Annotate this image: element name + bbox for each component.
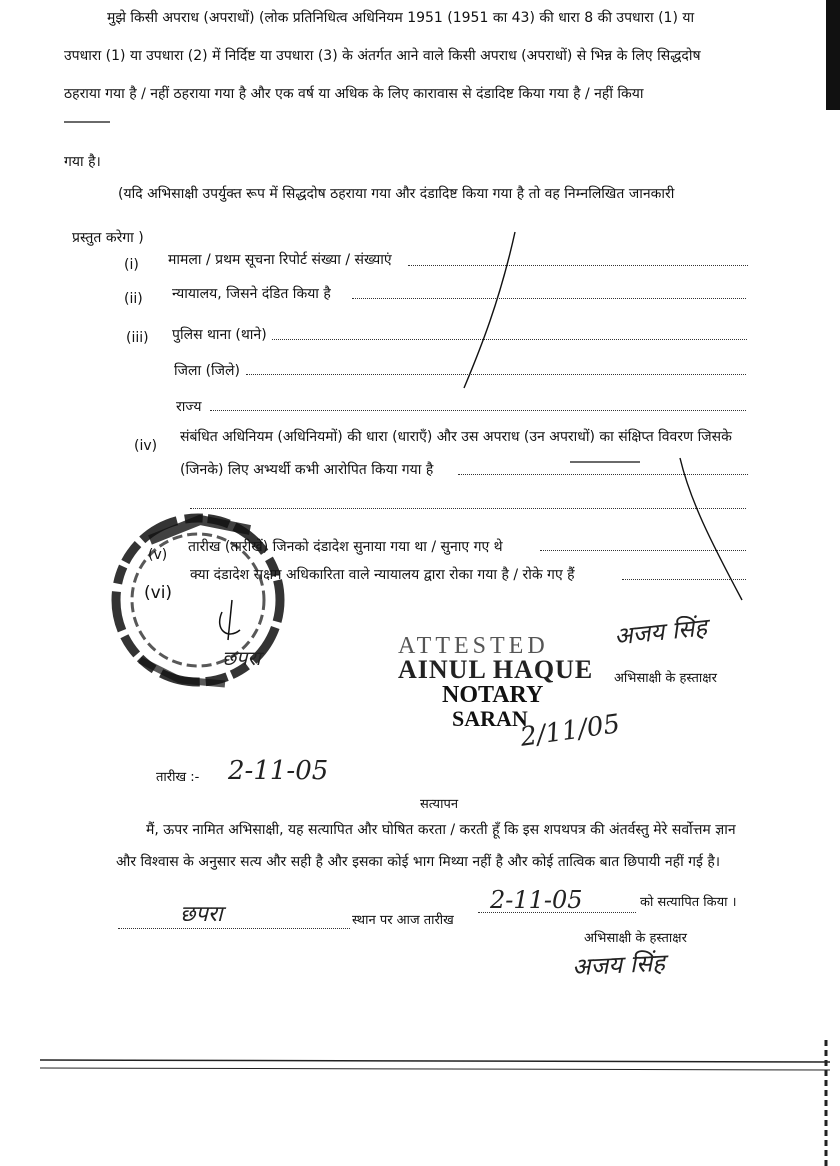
item-i-label: मामला / प्रथम सूचना रिपोर्ट संख्या / संख्याएं — [168, 252, 392, 268]
verification-date-value: 2-11-05 — [490, 886, 583, 914]
stamp-notary: NOTARY — [442, 682, 544, 708]
verification-place-text: स्थान पर आज तारीख — [352, 913, 454, 928]
item-iv-line1: संबंधित अधिनियम (अधिनियमों) की धारा (धाराएँ) और उस अपराध (उन अपराधों) का संक्षिप्त विवरण जिसके — [180, 429, 732, 445]
verification-signature: अजय सिंह — [571, 948, 666, 982]
para1-line1: मुझे किसी अपराध (अपराधों) (लोक प्रतिनिधित्व अधिनियम 1951 (1951 का 43) की धारा 8 की उपधारा (1) या — [107, 10, 695, 26]
state-label: राज्य — [176, 399, 202, 415]
verification-signature-label: अभिसाक्षी के हस्ताक्षर — [584, 931, 687, 946]
item-iii-number: (iii) — [126, 330, 149, 346]
stamp-place: SARAN — [452, 706, 528, 731]
verification-place-fill-line — [118, 928, 350, 929]
item-iii-label: पुलिस थाना (थाने) — [172, 327, 267, 343]
item-iv-number: (iv) — [134, 438, 158, 454]
para2-line2: प्रस्तुत करेगा ) — [72, 230, 144, 246]
district-label: जिला (जिले) — [174, 363, 241, 379]
deponent-signature: अजय सिंह — [612, 613, 709, 651]
para1-line2: उपधारा (1) या उपधारा (2) में निर्दिष्ट या उपधारा (3) के अंतर्गत आने वाले किसी अपराध (अपराधों) से भिन्न के लिए सिद्धदोष — [64, 48, 701, 64]
para2-line1: (यदि अभिसाक्षी उपर्युक्त रूप में सिद्धदोष ठहराया गया और दंडादिष्ट किया गया है तो वह निम्नलिखित जानकारी — [118, 186, 675, 202]
item-iv-line2: (जिनके) लिए अभ्यर्थी कभी आरोपित किया गया है — [180, 462, 434, 478]
item-ii-label: न्यायालय, जिसने दंडित किया है — [172, 286, 331, 302]
item-v-number: (v) — [148, 547, 168, 563]
item-vi-label: क्या दंडादेश सक्षम अधिकारिता वाले न्यायालय द्वारा रोका गया है / रोके गए हैं — [190, 567, 575, 583]
stamp-name: AINUL HAQUE — [398, 655, 594, 684]
verification-heading: सत्यापन — [420, 797, 459, 812]
date-label: तारीख :- — [156, 770, 200, 785]
item-v-label: तारीख (तारीखें) जिनको दंडादेश सुनाया गया था / सुनाए गए थे — [188, 539, 503, 555]
item-vi-number: (vi) — [144, 583, 173, 603]
verification-line2: और विश्वास के अनुसार सत्य और सही है और इसका कोई भाग मिथ्या नहीं है और कोई तात्विक बात छिपायी नहीं गई है। — [116, 854, 721, 870]
verification-place-value: छपरा — [180, 902, 223, 927]
para1-line3: ठहराया गया है / नहीं ठहराया गया है और एक वर्ष या अधिक के लिए कारावास से दंडादिष्ट किया गया है / नहीं किया — [64, 86, 644, 102]
item-ii-number: (ii) — [124, 291, 143, 307]
stamp-attested: ATTESTED — [398, 633, 549, 659]
para1-line4: गया है। — [64, 154, 101, 170]
stamp-handwritten-date: 2/11/05 — [518, 709, 622, 753]
date-value: 2-11-05 — [228, 756, 329, 786]
item-i-number: (i) — [124, 257, 139, 273]
verification-line1: मैं, ऊपर नामित अभिसाक्षी, यह सत्यापित और घोषित करता / करती हूँ कि इस शपथपत्र की अंतर्वस्तु मेरे सर्वोत्तम ज्ञान — [146, 822, 736, 838]
stamp-handwritten-place: छपरा — [222, 646, 261, 670]
verification-date-fill-line — [478, 912, 636, 913]
deponent-signature-label: अभिसाक्षी के हस्ताक्षर — [614, 671, 717, 686]
verification-end-text: को सत्यापित किया । — [640, 895, 737, 910]
